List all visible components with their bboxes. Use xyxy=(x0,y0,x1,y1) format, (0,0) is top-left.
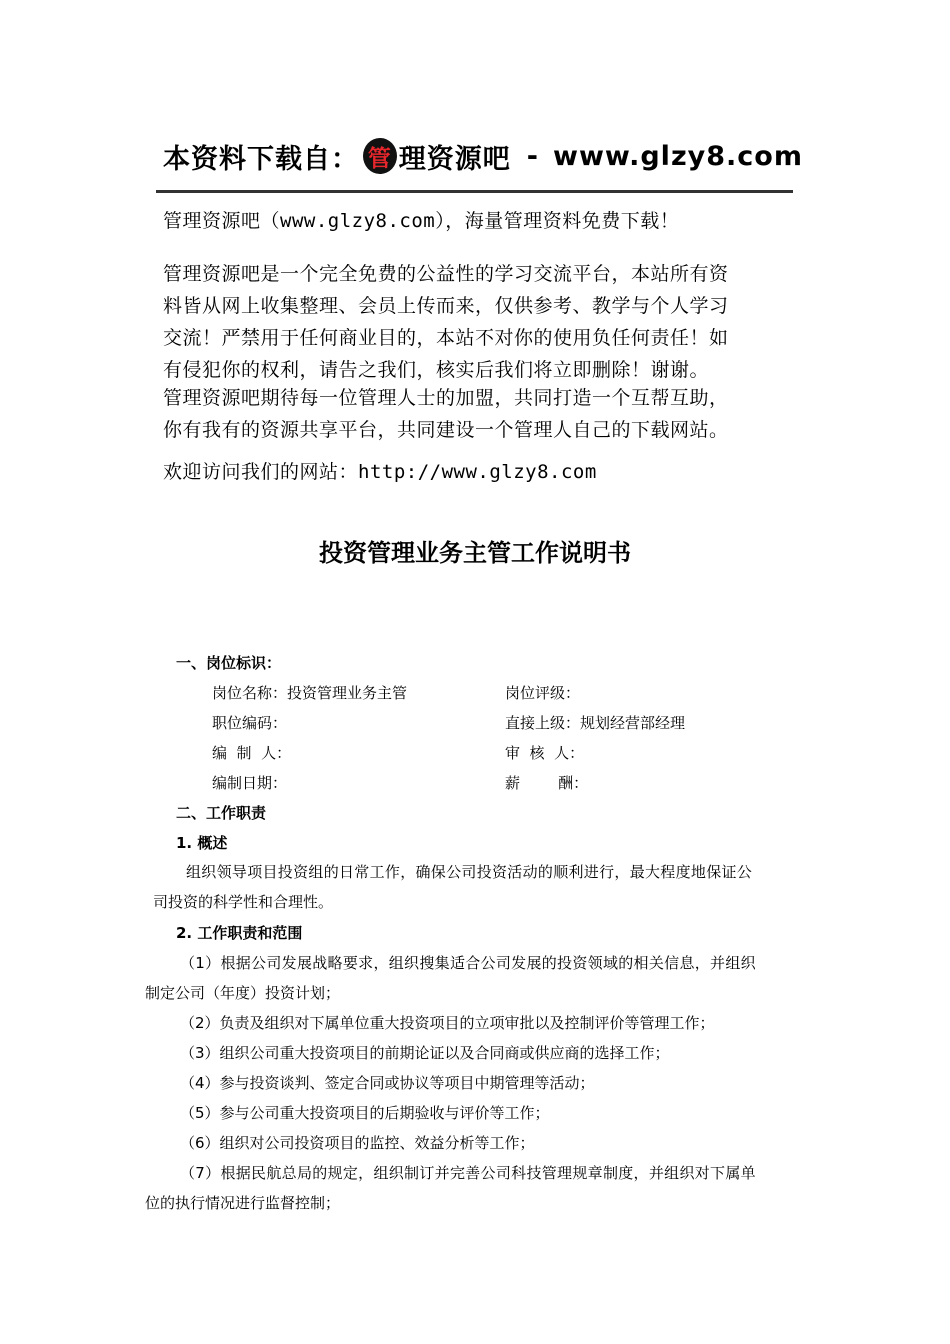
document-title: 投资管理业务主管工作说明书 xyxy=(319,539,631,567)
duty-line: （3）组织公司重大投资项目的前期论证以及合同商或供应商的选择工作； xyxy=(180,1044,670,1062)
intro-p2-line: 交流！严禁用于任何商业目的，本站不对你的使用负任何责任！如 xyxy=(163,327,729,349)
overview-line: 司投资的科学性和合理性。 xyxy=(153,893,334,911)
banner-dash: - xyxy=(526,140,539,172)
field-reviewed-by: 审 核 人： xyxy=(505,744,585,762)
banner-url[interactable]: www.glzy8.com xyxy=(553,140,803,172)
intro-paragraph-2 xyxy=(163,258,803,386)
glzy8-logo-icon: 管 xyxy=(363,138,397,174)
download-source-banner xyxy=(163,134,803,178)
subsection-overview-heading: 1. 概述 xyxy=(176,834,228,852)
section2-heading: 二、工作职责 xyxy=(176,804,267,822)
field-position-grade: 岗位评级： xyxy=(505,684,581,702)
field-salary: 薪 酬： xyxy=(505,774,589,792)
field-direct-supervisor: 直接上级：规划经营部经理 xyxy=(505,714,686,732)
duty-line: 位的执行情况进行监督控制； xyxy=(145,1194,341,1212)
intro-line-1: 管理资源吧（www.glzy8.com），海量管理资料免费下载！ xyxy=(163,210,680,232)
intro-visit-line: 欢迎访问我们的网站：http://www.glzy8.com xyxy=(163,461,597,483)
field-position-code: 职位编码： xyxy=(212,714,288,732)
intro-p2-line: 料皆从网上收集整理、会员上传而来，仅供参考、教学与个人学习 xyxy=(163,295,729,317)
duty-line: （4）参与投资谈判、签定合同或协议等项目中期管理等活动； xyxy=(180,1074,595,1092)
duty-line: （5）参与公司重大投资项目的后期验收与评价等工作； xyxy=(180,1104,550,1122)
field-prepared-date: 编制日期： xyxy=(212,774,288,792)
duty-line: （2）负责及组织对下属单位重大投资项目的立项审批以及控制评价等管理工作； xyxy=(180,1014,715,1032)
duty-line: （6）组织对公司投资项目的监控、效益分析等工作； xyxy=(180,1134,535,1152)
intro-p3-line: 你有我有的资源共享平台，共同建设一个管理人自己的下载网站。 xyxy=(163,419,729,441)
intro-p3-line: 管理资源吧期待每一位管理人士的加盟，共同打造一个互帮互助， xyxy=(163,387,729,409)
intro-paragraph-3 xyxy=(163,382,803,446)
duty-line: （1）根据公司发展战略要求，组织搜集适合公司发展的投资领域的相关信息，并组织 xyxy=(180,954,756,972)
banner-site-name: 理资源吧 xyxy=(398,143,511,175)
duty-line: 制定公司（年度）投资计划； xyxy=(145,984,341,1002)
intro-p2-line: 有侵犯你的权利，请告之我们，核实后我们将立即删除！谢谢。 xyxy=(163,359,710,381)
duty-line: （7）根据民航总局的规定，组织制订并完善公司科技管理规章制度，并组织对下属单 xyxy=(180,1164,756,1182)
field-position-name: 岗位名称：投资管理业务主管 xyxy=(212,684,408,702)
banner-prefix: 本资料下载自： xyxy=(163,143,359,175)
intro-p2-line: 管理资源吧是一个完全免费的公益性的学习交流平台，本站所有资 xyxy=(163,263,729,285)
section1-heading: 一、岗位标识： xyxy=(176,654,282,672)
subsection-duties-heading: 2. 工作职责和范围 xyxy=(176,924,303,942)
field-prepared-by: 编 制 人： xyxy=(212,744,292,762)
overview-line: 组织领导项目投资组的日常工作，确保公司投资活动的顺利进行，最大程度地保证公 xyxy=(186,863,753,881)
banner-divider xyxy=(156,190,793,193)
